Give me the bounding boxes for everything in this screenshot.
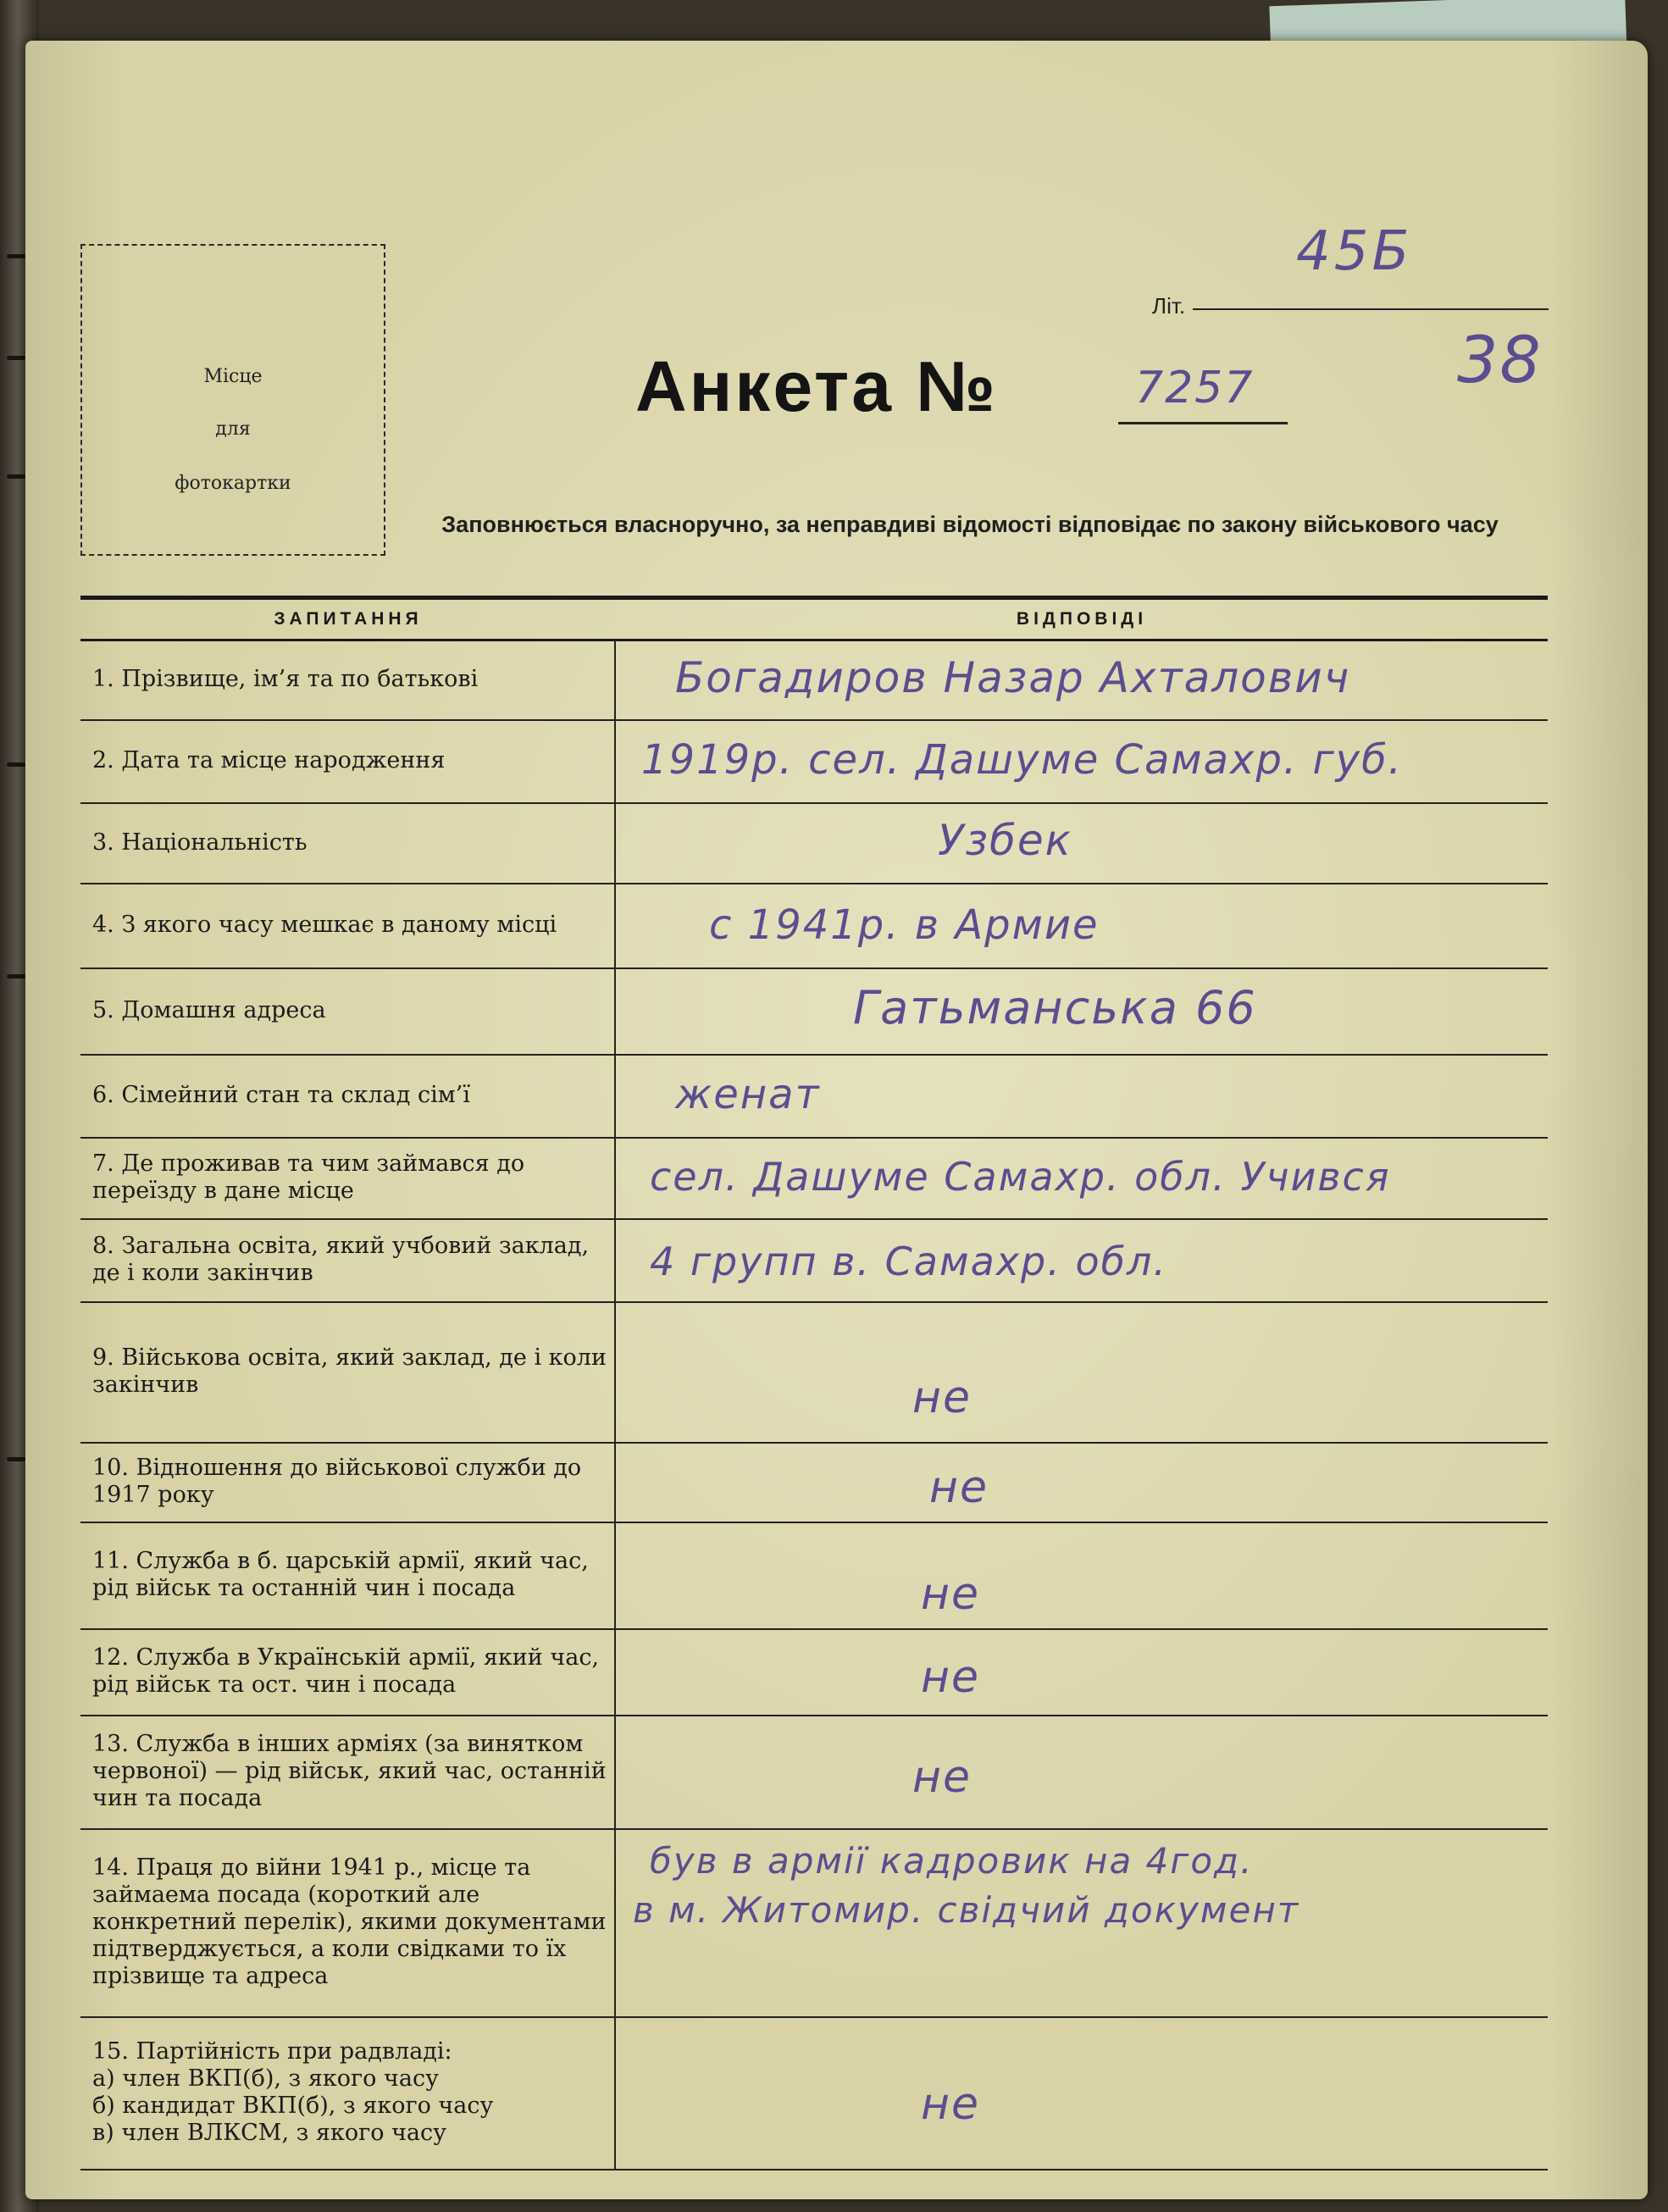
- answer-cell: [616, 1830, 1548, 2016]
- answer-cell: [616, 1716, 1548, 1828]
- answer-cell: [616, 2018, 1548, 2169]
- question-cell: 14. Праця до війни 1941 р., місце та займаема посада (короткий але конкретний перелік), якими документами підтверджується, а коли свідками то їх прізвище та адреса: [80, 1830, 616, 2016]
- answer-cell: [616, 969, 1548, 1054]
- table-row: [80, 1523, 1548, 1630]
- answer-handwriting: не: [921, 1569, 980, 1620]
- binder-stitch: [7, 254, 25, 258]
- table-row: [80, 1056, 1548, 1139]
- table-row: [80, 721, 1548, 804]
- table-row: [80, 1444, 1548, 1523]
- answer-handwriting: Узбек: [938, 816, 1072, 865]
- form-number: 7257: [1135, 363, 1255, 413]
- form-title: Анкета №: [635, 346, 998, 426]
- answer-cell: [616, 1139, 1548, 1218]
- photo-box-label-line: для: [215, 419, 251, 440]
- answer-cell: [616, 1523, 1548, 1628]
- table-row: [80, 1830, 1548, 2018]
- table-row: [80, 1630, 1548, 1716]
- answer-handwriting: сел. Дашуме Самахр. обл. Учився: [650, 1154, 1391, 1200]
- binder-stitch: [7, 974, 25, 978]
- answer-handwriting: не: [912, 1372, 972, 1423]
- answer-handwriting: не: [929, 1462, 989, 1513]
- question-cell: 15. Партійність при радвладі: а) член ВКП(б), з якого часу б) кандидат ВКП(б), з якого часу в) член ВЛКСМ, з якого часу: [80, 2018, 616, 2169]
- question-cell: 2. Дата та місце народження: [80, 721, 616, 802]
- answer-cell: [616, 804, 1548, 883]
- answer-cell: [616, 1303, 1548, 1442]
- answer-handwriting: с 1941р. в Армие: [709, 901, 1100, 949]
- table-row: [80, 1716, 1548, 1830]
- answer-cell: [616, 721, 1548, 802]
- answer-cell: [616, 1056, 1548, 1137]
- question-cell: 1. Прізвище, ім’я та по батькові: [80, 641, 616, 719]
- binder-stitch: [7, 1457, 25, 1461]
- question-cell: 5. Домашня адреса: [80, 969, 616, 1054]
- answer-handwriting: не: [921, 2079, 980, 2130]
- answer-cell: [616, 884, 1548, 967]
- answer-cell: [616, 1444, 1548, 1522]
- table-row: [80, 1139, 1548, 1220]
- photo-placeholder-box: [80, 244, 385, 556]
- form-number-underline: [1118, 422, 1288, 424]
- questionnaire-table: [80, 596, 1548, 2170]
- question-cell: 9. Військова освіта, який заклад, де і коли закінчив: [80, 1303, 616, 1442]
- question-cell: 8. Загальна освіта, який учбовий заклад, де і коли закінчив: [80, 1220, 616, 1301]
- table-row: [80, 969, 1548, 1056]
- answer-handwriting: 4 групп в. Самахр. обл.: [650, 1239, 1168, 1284]
- table-row: [80, 2018, 1548, 2170]
- form-subtitle: Заповнюється власноручно, за неправдиві відомості відповідає по закону військового часу: [441, 512, 1499, 537]
- question-cell: 10. Відношення до військової служби до 1917 року: [80, 1444, 616, 1522]
- answer-cell: [616, 1220, 1548, 1301]
- binder-stitch: [7, 356, 25, 360]
- column-header-questions: ЗАПИТАННЯ: [274, 609, 423, 629]
- question-cell: 12. Служба в Українській армії, який час, рід військ та ост. чин і посада: [80, 1630, 616, 1715]
- answer-handwriting: в м. Житомир. свідчий документ: [633, 1889, 1300, 1931]
- lit-value: 45Б: [1296, 220, 1413, 283]
- binder-stitch: [7, 474, 25, 479]
- corner-number: 38: [1457, 322, 1543, 397]
- table-row: [80, 804, 1548, 884]
- question-cell: 4. З якого часу мешкає в даному місці: [80, 884, 616, 967]
- answer-handwriting: не: [912, 1752, 972, 1803]
- question-cell: 13. Служба в інших арміях (за винятком червоної) — рід військ, який час, останній чин та посада: [80, 1716, 616, 1828]
- photo-box-label-line: Місце: [203, 366, 263, 387]
- photo-box-label-line: фотокартки: [175, 473, 291, 494]
- table-header: [80, 600, 1548, 641]
- table-row: [80, 1220, 1548, 1303]
- answer-handwriting: женат: [675, 1071, 821, 1118]
- question-cell: 6. Сімейний стан та склад сім’ї: [80, 1056, 616, 1137]
- answer-handwriting: Гатьманська 66: [853, 981, 1257, 1034]
- table-row: [80, 641, 1548, 721]
- questionnaire-page: [25, 41, 1648, 2199]
- answer-cell: [616, 641, 1548, 719]
- answer-handwriting: не: [921, 1652, 980, 1703]
- question-cell: 11. Служба в б. царській армії, який час, рід військ та останній чин і посада: [80, 1523, 616, 1628]
- question-cell: 3. Національність: [80, 804, 616, 883]
- question-cell: 7. Де проживав та чим займався до переїзду в дане місце: [80, 1139, 616, 1218]
- table-row: [80, 884, 1548, 969]
- answer-cell: [616, 1630, 1548, 1715]
- binder-stitch: [7, 762, 25, 767]
- answer-handwriting: Богадиров Назар Ахталович: [675, 653, 1351, 702]
- lit-label: Літ.: [1152, 293, 1186, 319]
- answer-handwriting: 1919р. сел. Дашуме Самахр. губ.: [641, 736, 1403, 784]
- answer-handwriting: був в армії кадровик на 4год.: [650, 1840, 1254, 1882]
- table-row: [80, 1303, 1548, 1444]
- column-header-answers: ВІДПОВІДІ: [1016, 609, 1148, 629]
- lit-underline: [1193, 308, 1549, 310]
